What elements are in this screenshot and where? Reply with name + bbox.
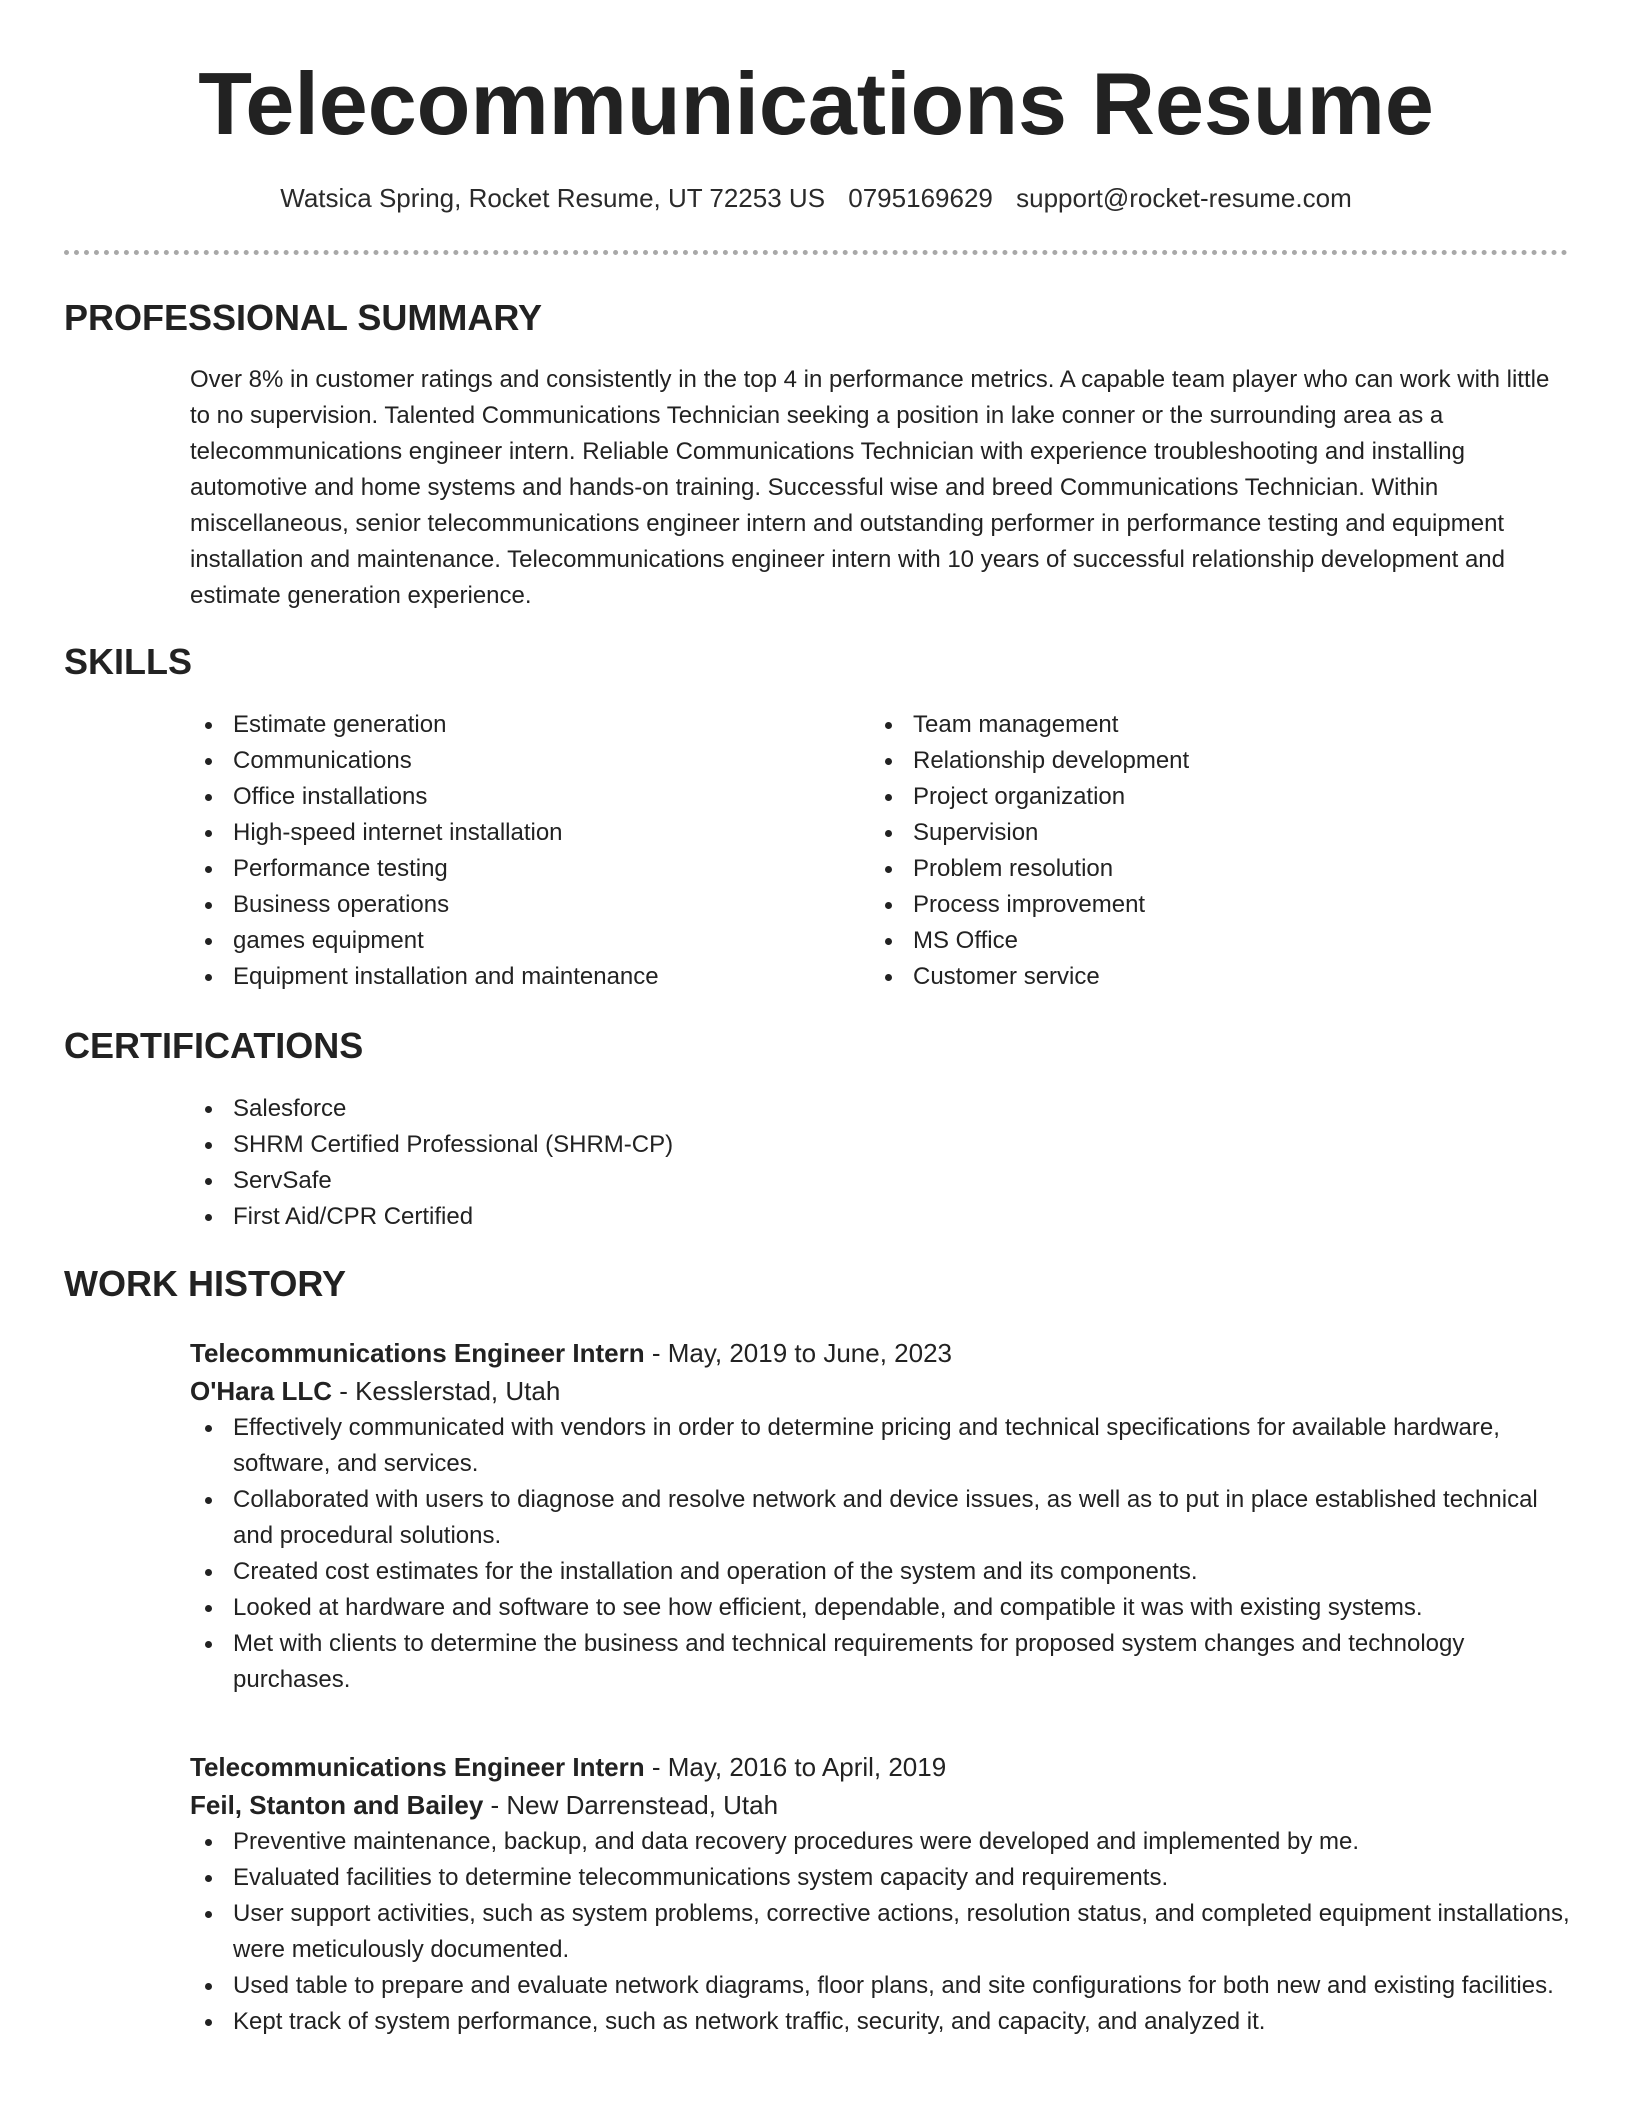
skills-section bbox=[190, 707, 1570, 995]
skills-column-left bbox=[190, 707, 870, 995]
certification-item: Salesforce bbox=[190, 1091, 1570, 1127]
skill-item: MS Office bbox=[870, 923, 1550, 959]
job-title: Telecommunications Engineer Intern bbox=[190, 1338, 645, 1368]
job-company-line bbox=[190, 1372, 1570, 1410]
contact-phone: 0795169629 bbox=[848, 183, 993, 213]
job-duty-item: Used table to prepare and evaluate network diagrams, floor plans, and site configurations for both new and existing facilities. bbox=[190, 1968, 1570, 2004]
skill-item: Equipment installation and maintenance bbox=[190, 959, 870, 995]
job-title: Telecommunications Engineer Intern bbox=[190, 1752, 645, 1782]
skill-item: Customer service bbox=[870, 959, 1550, 995]
header-divider bbox=[64, 250, 1568, 255]
contact-email: support@rocket-resume.com bbox=[1016, 183, 1352, 213]
summary-section bbox=[190, 362, 1570, 614]
job-duty-item: Created cost estimates for the installation and operation of the system and its components. bbox=[190, 1554, 1570, 1590]
job-company-line bbox=[190, 1786, 1570, 1824]
certifications-section bbox=[190, 1091, 1570, 1235]
job-duty-item: User support activities, such as system problems, corrective actions, resolution status, and completed equipment installations, were meticulously documented. bbox=[190, 1896, 1570, 1968]
job-dates: - May, 2019 to June, 2023 bbox=[644, 1338, 952, 1368]
job-company: O'Hara LLC bbox=[190, 1376, 332, 1406]
skill-item: Relationship development bbox=[870, 743, 1550, 779]
job-location: - Kesslerstad, Utah bbox=[331, 1376, 561, 1406]
job-duty-item: Looked at hardware and software to see how efficient, dependable, and compatible it was with existing systems. bbox=[190, 1590, 1570, 1626]
certifications-heading: CERTIFICATIONS bbox=[64, 1025, 364, 1066]
skill-item: Business operations bbox=[190, 887, 870, 923]
job-duty-item: Preventive maintenance, backup, and data recovery procedures were developed and implemented by me. bbox=[190, 1824, 1570, 1860]
skills-column-right bbox=[870, 707, 1550, 995]
skill-item: Supervision bbox=[870, 815, 1550, 851]
job-duty-item: Effectively communicated with vendors in order to determine pricing and technical specifications for available hardware, software, and services. bbox=[190, 1410, 1570, 1482]
job-dates: - May, 2016 to April, 2019 bbox=[644, 1752, 947, 1782]
skill-item: Estimate generation bbox=[190, 707, 870, 743]
work-history-heading: WORK HISTORY bbox=[64, 1263, 347, 1304]
skills-heading: SKILLS bbox=[64, 641, 193, 682]
job-title-line bbox=[190, 1334, 1570, 1372]
certification-item: First Aid/CPR Certified bbox=[190, 1199, 1570, 1235]
skill-item: games equipment bbox=[190, 923, 870, 959]
summary-heading: PROFESSIONAL SUMMARY bbox=[64, 297, 543, 338]
job-entry bbox=[190, 1334, 1570, 1698]
contact-address: Watsica Spring, Rocket Resume, UT 72253 US bbox=[280, 183, 826, 213]
job-location: - New Darrenstead, Utah bbox=[483, 1790, 779, 1820]
job-duties bbox=[190, 1824, 1570, 2040]
job-duties bbox=[190, 1410, 1570, 1698]
job-title-line bbox=[190, 1748, 1570, 1786]
skill-item: Process improvement bbox=[870, 887, 1550, 923]
certification-item: SHRM Certified Professional (SHRM-CP) bbox=[190, 1127, 1570, 1163]
resume-title: Telecommunications Resume bbox=[198, 54, 1434, 153]
skill-item: Performance testing bbox=[190, 851, 870, 887]
skill-item: Communications bbox=[190, 743, 870, 779]
job-duty-item: Met with clients to determine the business and technical requirements for proposed system changes and technology purchases. bbox=[190, 1626, 1570, 1698]
job-duty-item: Evaluated facilities to determine telecommunications system capacity and requirements. bbox=[190, 1860, 1570, 1896]
job-company: Feil, Stanton and Bailey bbox=[190, 1790, 484, 1820]
contact-line bbox=[0, 180, 1632, 216]
skill-item: Project organization bbox=[870, 779, 1550, 815]
skill-item: Problem resolution bbox=[870, 851, 1550, 887]
job-duty-item: Collaborated with users to diagnose and resolve network and device issues, as well as to put in place established technical and procedural solutions. bbox=[190, 1482, 1570, 1554]
summary-text: Over 8% in customer ratings and consistently in the top 4 in performance metrics. A capable team player who can work with little to no supervision. Talented Communications Technician seeking a position in lake conner or the surrounding area as a telecommunications engineer intern. Reliable Communications Technician with experience troubleshooting and installing automotive and home systems and hands-on training. Successful wise and breed Communications Technician. Within miscellaneous, senior telecommunications engineer intern and outstanding performer in performance testing and equipment installation and maintenance. Telecommunications engineer intern with 10 years of successful relationship development and estimate generation experience. bbox=[190, 366, 1550, 609]
job-duty-item: Kept track of system performance, such as network traffic, security, and capacity, and analyzed it. bbox=[190, 2004, 1570, 2040]
skill-item: High-speed internet installation bbox=[190, 815, 870, 851]
certification-item: ServSafe bbox=[190, 1163, 1570, 1199]
skill-item: Team management bbox=[870, 707, 1550, 743]
skill-item: Office installations bbox=[190, 779, 870, 815]
job-entry bbox=[190, 1748, 1570, 2040]
